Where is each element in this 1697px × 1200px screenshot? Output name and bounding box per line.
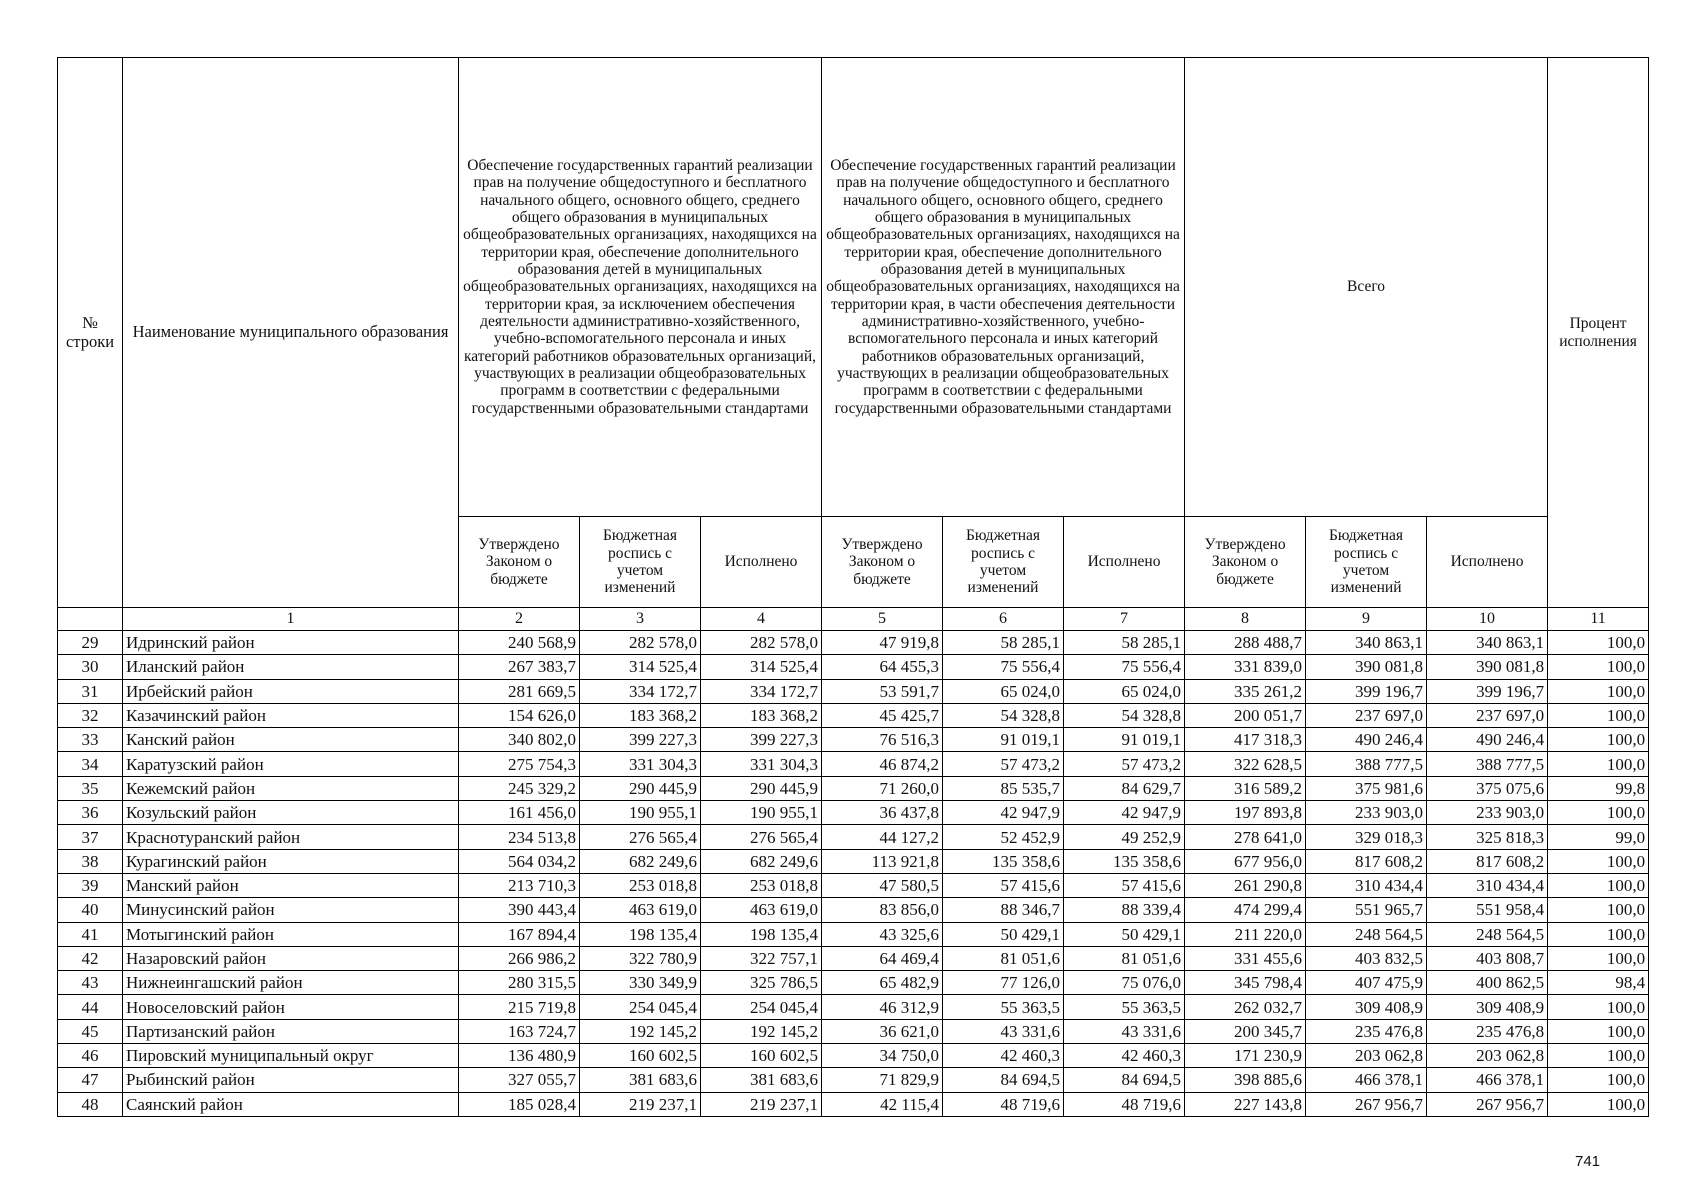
- value-cell: 42 460,3: [1064, 1044, 1185, 1068]
- value-cell: 316 589,2: [1185, 776, 1306, 800]
- value-cell: 197 893,8: [1185, 801, 1306, 825]
- value-cell: 50 429,1: [943, 922, 1064, 946]
- table-row: [58, 1068, 1649, 1092]
- value-cell: 171 230,9: [1185, 1044, 1306, 1068]
- value-cell: 677 956,0: [1185, 849, 1306, 873]
- value-cell: 198 135,4: [701, 922, 822, 946]
- value-cell: 44 127,2: [822, 825, 943, 849]
- value-cell: 36 437,8: [822, 801, 943, 825]
- percent-cell: 100,0: [1548, 922, 1649, 946]
- value-cell: 42 115,4: [822, 1092, 943, 1116]
- value-cell: 399 227,3: [580, 728, 701, 752]
- value-cell: 267 956,7: [1306, 1092, 1427, 1116]
- value-cell: 192 145,2: [580, 1019, 701, 1043]
- value-cell: 136 480,9: [459, 1044, 580, 1068]
- row-number-cell: 39: [58, 873, 123, 897]
- value-cell: 54 328,8: [1064, 703, 1185, 727]
- header-group-1: Обеспечение государственных гарантий реализации прав на получение общедоступного и бесплатного начального общего, основного общего, среднего общего образования в муниципальных общеобразовательных организациях, находящихся на территории края, обеспечение дополнительного образования детей в муниципальных общеобразовательных организациях, находящихся на территории края, за исключением обеспечения деятельности административно-хозяйственного, учебно-вспомогательного персонала и иных категорий работников образовательных организаций, участвующих в реализации общеобразовательных программ в соответствии с федеральными государственными образовательными стандартами: [459, 58, 822, 517]
- table-row: [58, 898, 1649, 922]
- header-executed: Исполнено: [1064, 517, 1185, 608]
- value-cell: 253 018,8: [701, 873, 822, 897]
- value-cell: 48 719,6: [1064, 1092, 1185, 1116]
- municipality-name-cell: Ирбейский район: [123, 679, 459, 703]
- value-cell: 46 312,9: [822, 995, 943, 1019]
- column-number: 2: [459, 608, 580, 631]
- value-cell: 390 443,4: [459, 898, 580, 922]
- value-cell: 403 808,7: [1427, 946, 1548, 970]
- value-cell: 52 452,9: [943, 825, 1064, 849]
- table-body: [58, 608, 1649, 1117]
- percent-cell: 99,0: [1548, 825, 1649, 849]
- value-cell: 57 473,2: [1064, 752, 1185, 776]
- column-number: 6: [943, 608, 1064, 631]
- value-cell: 57 473,2: [943, 752, 1064, 776]
- value-cell: 190 955,1: [701, 801, 822, 825]
- percent-cell: 100,0: [1548, 679, 1649, 703]
- row-number-cell: 44: [58, 995, 123, 1019]
- value-cell: 75 556,4: [1064, 655, 1185, 679]
- value-cell: 375 981,6: [1306, 776, 1427, 800]
- value-cell: 235 476,8: [1306, 1019, 1427, 1043]
- value-cell: 466 378,1: [1427, 1068, 1548, 1092]
- header-budget: Бюджетная роспись с учетом изменений: [943, 517, 1064, 608]
- table-row: [58, 922, 1649, 946]
- value-cell: 388 777,5: [1306, 752, 1427, 776]
- value-cell: 282 578,0: [701, 631, 822, 655]
- value-cell: 233 903,0: [1427, 801, 1548, 825]
- value-cell: 254 045,4: [701, 995, 822, 1019]
- column-number: 4: [701, 608, 822, 631]
- row-number-cell: 32: [58, 703, 123, 727]
- table-row: [58, 946, 1649, 970]
- value-cell: 400 862,5: [1427, 971, 1548, 995]
- header-row-no: № строки: [58, 58, 123, 608]
- value-cell: 50 429,1: [1064, 922, 1185, 946]
- municipality-name-cell: Козульский район: [123, 801, 459, 825]
- table-row: [58, 801, 1649, 825]
- value-cell: 322 757,1: [701, 946, 822, 970]
- value-cell: 327 055,7: [459, 1068, 580, 1092]
- value-cell: 275 754,3: [459, 752, 580, 776]
- value-cell: 43 331,6: [943, 1019, 1064, 1043]
- value-cell: 248 564,5: [1306, 922, 1427, 946]
- value-cell: 310 434,4: [1306, 873, 1427, 897]
- value-cell: 58 285,1: [943, 631, 1064, 655]
- value-cell: 71 260,0: [822, 776, 943, 800]
- municipality-name-cell: Краснотуранский район: [123, 825, 459, 849]
- value-cell: 399 196,7: [1427, 679, 1548, 703]
- value-cell: 281 669,5: [459, 679, 580, 703]
- percent-cell: 100,0: [1548, 631, 1649, 655]
- value-cell: 463 619,0: [580, 898, 701, 922]
- column-number: [58, 608, 123, 631]
- row-number-cell: 30: [58, 655, 123, 679]
- value-cell: 43 325,6: [822, 922, 943, 946]
- value-cell: 290 445,9: [580, 776, 701, 800]
- value-cell: 248 564,5: [1427, 922, 1548, 946]
- value-cell: 192 145,2: [701, 1019, 822, 1043]
- value-cell: 47 580,5: [822, 873, 943, 897]
- column-number: 10: [1427, 608, 1548, 631]
- percent-cell: 100,0: [1548, 995, 1649, 1019]
- value-cell: 85 535,7: [943, 776, 1064, 800]
- header-row-groups: [58, 58, 1649, 517]
- value-cell: 160 602,5: [701, 1044, 822, 1068]
- value-cell: 340 863,1: [1427, 631, 1548, 655]
- value-cell: 203 062,8: [1427, 1044, 1548, 1068]
- municipality-name-cell: Нижнеингашский район: [123, 971, 459, 995]
- value-cell: 77 126,0: [943, 971, 1064, 995]
- column-number: 3: [580, 608, 701, 631]
- header-executed: Исполнено: [701, 517, 822, 608]
- header-group-total: Всего: [1185, 58, 1548, 517]
- value-cell: 314 525,4: [580, 655, 701, 679]
- row-number-cell: 33: [58, 728, 123, 752]
- value-cell: 34 750,0: [822, 1044, 943, 1068]
- row-number-cell: 43: [58, 971, 123, 995]
- table-row: [58, 728, 1649, 752]
- value-cell: 88 346,7: [943, 898, 1064, 922]
- header-percent: Процент исполнения: [1548, 58, 1649, 608]
- value-cell: 167 894,4: [459, 922, 580, 946]
- municipality-name-cell: Каратузский район: [123, 752, 459, 776]
- table-row: [58, 1019, 1649, 1043]
- percent-cell: 100,0: [1548, 1019, 1649, 1043]
- value-cell: 237 697,0: [1427, 703, 1548, 727]
- table-row: [58, 679, 1649, 703]
- table-row: [58, 631, 1649, 655]
- value-cell: 309 408,9: [1306, 995, 1427, 1019]
- value-cell: 682 249,6: [580, 849, 701, 873]
- value-cell: 183 368,2: [701, 703, 822, 727]
- table-row: [58, 995, 1649, 1019]
- value-cell: 42 460,3: [943, 1044, 1064, 1068]
- table-row: [58, 752, 1649, 776]
- row-number-cell: 36: [58, 801, 123, 825]
- percent-cell: 100,0: [1548, 1044, 1649, 1068]
- value-cell: 91 019,1: [943, 728, 1064, 752]
- value-cell: 817 608,2: [1427, 849, 1548, 873]
- value-cell: 42 947,9: [943, 801, 1064, 825]
- table-row: [58, 1044, 1649, 1068]
- value-cell: 234 513,8: [459, 825, 580, 849]
- header-approved: Утверждено Законом о бюджете: [1185, 517, 1306, 608]
- value-cell: 81 051,6: [1064, 946, 1185, 970]
- value-cell: 55 363,5: [1064, 995, 1185, 1019]
- row-number-cell: 31: [58, 679, 123, 703]
- value-cell: 84 694,5: [1064, 1068, 1185, 1092]
- value-cell: 253 018,8: [580, 873, 701, 897]
- value-cell: 84 694,5: [943, 1068, 1064, 1092]
- value-cell: 233 903,0: [1306, 801, 1427, 825]
- table-row: [58, 849, 1649, 873]
- value-cell: 266 986,2: [459, 946, 580, 970]
- municipality-name-cell: Кежемский район: [123, 776, 459, 800]
- value-cell: 83 856,0: [822, 898, 943, 922]
- row-number-cell: 41: [58, 922, 123, 946]
- value-cell: 282 578,0: [580, 631, 701, 655]
- value-cell: 334 172,7: [580, 679, 701, 703]
- table-row: [58, 971, 1649, 995]
- municipality-name-cell: Назаровский район: [123, 946, 459, 970]
- percent-cell: 100,0: [1548, 1068, 1649, 1092]
- municipality-name-cell: Идринский район: [123, 631, 459, 655]
- value-cell: 84 629,7: [1064, 776, 1185, 800]
- value-cell: 211 220,0: [1185, 922, 1306, 946]
- value-cell: 390 081,8: [1306, 655, 1427, 679]
- value-cell: 49 252,9: [1064, 825, 1185, 849]
- value-cell: 331 304,3: [701, 752, 822, 776]
- value-cell: 215 719,8: [459, 995, 580, 1019]
- value-cell: 280 315,5: [459, 971, 580, 995]
- percent-cell: 100,0: [1548, 655, 1649, 679]
- value-cell: 135 358,6: [1064, 849, 1185, 873]
- value-cell: 45 425,7: [822, 703, 943, 727]
- value-cell: 340 802,0: [459, 728, 580, 752]
- header-budget: Бюджетная роспись с учетом изменений: [580, 517, 701, 608]
- value-cell: 278 641,0: [1185, 825, 1306, 849]
- municipality-name-cell: Казачинский район: [123, 703, 459, 727]
- table-row: [58, 1092, 1649, 1116]
- value-cell: 55 363,5: [943, 995, 1064, 1019]
- row-number-cell: 46: [58, 1044, 123, 1068]
- value-cell: 54 328,8: [943, 703, 1064, 727]
- table-row: [58, 655, 1649, 679]
- value-cell: 399 196,7: [1306, 679, 1427, 703]
- value-cell: 76 516,3: [822, 728, 943, 752]
- percent-cell: 100,0: [1548, 898, 1649, 922]
- value-cell: 474 299,4: [1185, 898, 1306, 922]
- value-cell: 135 358,6: [943, 849, 1064, 873]
- value-cell: 310 434,4: [1427, 873, 1548, 897]
- value-cell: 817 608,2: [1306, 849, 1427, 873]
- municipality-name-cell: Партизанский район: [123, 1019, 459, 1043]
- value-cell: 276 565,4: [580, 825, 701, 849]
- header-approved: Утверждено Законом о бюджете: [822, 517, 943, 608]
- value-cell: 53 591,7: [822, 679, 943, 703]
- municipality-name-cell: Канский район: [123, 728, 459, 752]
- value-cell: 200 051,7: [1185, 703, 1306, 727]
- value-cell: 200 345,7: [1185, 1019, 1306, 1043]
- value-cell: 154 626,0: [459, 703, 580, 727]
- value-cell: 57 415,6: [943, 873, 1064, 897]
- value-cell: 399 227,3: [701, 728, 822, 752]
- value-cell: 57 415,6: [1064, 873, 1185, 897]
- value-cell: 81 051,6: [943, 946, 1064, 970]
- value-cell: 335 261,2: [1185, 679, 1306, 703]
- value-cell: 64 469,4: [822, 946, 943, 970]
- value-cell: 48 719,6: [943, 1092, 1064, 1116]
- value-cell: 227 143,8: [1185, 1092, 1306, 1116]
- row-number-cell: 45: [58, 1019, 123, 1043]
- value-cell: 190 955,1: [580, 801, 701, 825]
- municipality-name-cell: Саянский район: [123, 1092, 459, 1116]
- value-cell: 161 456,0: [459, 801, 580, 825]
- value-cell: 331 304,3: [580, 752, 701, 776]
- row-number-cell: 40: [58, 898, 123, 922]
- value-cell: 682 249,6: [701, 849, 822, 873]
- value-cell: 237 697,0: [1306, 703, 1427, 727]
- value-cell: 235 476,8: [1427, 1019, 1548, 1043]
- column-number: 11: [1548, 608, 1649, 631]
- percent-cell: 100,0: [1548, 801, 1649, 825]
- column-number: 7: [1064, 608, 1185, 631]
- value-cell: 314 525,4: [701, 655, 822, 679]
- value-cell: 334 172,7: [701, 679, 822, 703]
- value-cell: 407 475,9: [1306, 971, 1427, 995]
- value-cell: 267 956,7: [1427, 1092, 1548, 1116]
- value-cell: 219 237,1: [701, 1092, 822, 1116]
- value-cell: 75 556,4: [943, 655, 1064, 679]
- value-cell: 160 602,5: [580, 1044, 701, 1068]
- row-number-cell: 42: [58, 946, 123, 970]
- percent-cell: 100,0: [1548, 849, 1649, 873]
- column-number: 5: [822, 608, 943, 631]
- row-number-cell: 38: [58, 849, 123, 873]
- value-cell: 219 237,1: [580, 1092, 701, 1116]
- municipality-name-cell: Пировский муниципальный округ: [123, 1044, 459, 1068]
- value-cell: 245 329,2: [459, 776, 580, 800]
- value-cell: 322 780,9: [580, 946, 701, 970]
- value-cell: 381 683,6: [580, 1068, 701, 1092]
- value-cell: 490 246,4: [1427, 728, 1548, 752]
- value-cell: 329 018,3: [1306, 825, 1427, 849]
- municipality-name-cell: Иланский район: [123, 655, 459, 679]
- value-cell: 375 075,6: [1427, 776, 1548, 800]
- column-number: 1: [123, 608, 459, 631]
- value-cell: 309 408,9: [1427, 995, 1548, 1019]
- value-cell: 388 777,5: [1427, 752, 1548, 776]
- value-cell: 65 024,0: [1064, 679, 1185, 703]
- table-row: [58, 703, 1649, 727]
- value-cell: 398 885,6: [1185, 1068, 1306, 1092]
- value-cell: 330 349,9: [580, 971, 701, 995]
- table-row: [58, 873, 1649, 897]
- value-cell: 43 331,6: [1064, 1019, 1185, 1043]
- row-number-cell: 35: [58, 776, 123, 800]
- value-cell: 113 921,8: [822, 849, 943, 873]
- value-cell: 262 032,7: [1185, 995, 1306, 1019]
- header-executed: Исполнено: [1427, 517, 1548, 608]
- value-cell: 42 947,9: [1064, 801, 1185, 825]
- value-cell: 564 034,2: [459, 849, 580, 873]
- value-cell: 75 076,0: [1064, 971, 1185, 995]
- value-cell: 463 619,0: [701, 898, 822, 922]
- value-cell: 46 874,2: [822, 752, 943, 776]
- table-row: [58, 776, 1649, 800]
- header-approved: Утверждено Законом о бюджете: [459, 517, 580, 608]
- value-cell: 325 786,5: [701, 971, 822, 995]
- percent-cell: 99,8: [1548, 776, 1649, 800]
- value-cell: 163 724,7: [459, 1019, 580, 1043]
- value-cell: 213 710,3: [459, 873, 580, 897]
- value-cell: 322 628,5: [1185, 752, 1306, 776]
- value-cell: 490 246,4: [1306, 728, 1427, 752]
- value-cell: 267 383,7: [459, 655, 580, 679]
- value-cell: 36 621,0: [822, 1019, 943, 1043]
- column-number: 8: [1185, 608, 1306, 631]
- table-row: [58, 825, 1649, 849]
- column-numbers-row: [58, 608, 1649, 631]
- percent-cell: 100,0: [1548, 873, 1649, 897]
- value-cell: 381 683,6: [701, 1068, 822, 1092]
- value-cell: 254 045,4: [580, 995, 701, 1019]
- row-number-cell: 29: [58, 631, 123, 655]
- value-cell: 47 919,8: [822, 631, 943, 655]
- municipality-name-cell: Новоселовский район: [123, 995, 459, 1019]
- municipality-name-cell: Манский район: [123, 873, 459, 897]
- value-cell: 288 488,7: [1185, 631, 1306, 655]
- value-cell: 198 135,4: [580, 922, 701, 946]
- value-cell: 290 445,9: [701, 776, 822, 800]
- header-budget: Бюджетная роспись с учетом изменений: [1306, 517, 1427, 608]
- municipality-name-cell: Рыбинский район: [123, 1068, 459, 1092]
- value-cell: 390 081,8: [1427, 655, 1548, 679]
- value-cell: 183 368,2: [580, 703, 701, 727]
- value-cell: 331 455,6: [1185, 946, 1306, 970]
- municipality-name-cell: Минусинский район: [123, 898, 459, 922]
- value-cell: 551 965,7: [1306, 898, 1427, 922]
- value-cell: 417 318,3: [1185, 728, 1306, 752]
- row-number-cell: 37: [58, 825, 123, 849]
- row-number-cell: 48: [58, 1092, 123, 1116]
- value-cell: 65 482,9: [822, 971, 943, 995]
- value-cell: 203 062,8: [1306, 1044, 1427, 1068]
- header-group-2: Обеспечение государственных гарантий реализации прав на получение общедоступного и бесплатного начального общего, основного общего, среднего общего образования в муниципальных общеобразовательных организациях, находящихся на территории края, обеспечение дополнительного образования детей в муниципальных общеобразовательных организациях, находящихся на территории края, в части обеспечения деятельности административно-хозяйственного, учебно-вспомогательного персонала и иных категорий работников образовательных организаций, участвующих в реализации общеобразовательных программ в соответствии с федеральными государственными образовательными стандартами: [822, 58, 1185, 517]
- column-number: 9: [1306, 608, 1427, 631]
- value-cell: 71 829,9: [822, 1068, 943, 1092]
- value-cell: 345 798,4: [1185, 971, 1306, 995]
- page-number: 741: [1575, 1153, 1601, 1170]
- value-cell: 91 019,1: [1064, 728, 1185, 752]
- value-cell: 340 863,1: [1306, 631, 1427, 655]
- percent-cell: 98,4: [1548, 971, 1649, 995]
- percent-cell: 100,0: [1548, 1092, 1649, 1116]
- value-cell: 240 568,9: [459, 631, 580, 655]
- header-name: Наименование муниципального образования: [123, 58, 459, 608]
- percent-cell: 100,0: [1548, 752, 1649, 776]
- value-cell: 551 958,4: [1427, 898, 1548, 922]
- value-cell: 325 818,3: [1427, 825, 1548, 849]
- value-cell: 65 024,0: [943, 679, 1064, 703]
- percent-cell: 100,0: [1548, 728, 1649, 752]
- percent-cell: 100,0: [1548, 946, 1649, 970]
- budget-execution-table: [57, 57, 1649, 1117]
- value-cell: 276 565,4: [701, 825, 822, 849]
- percent-cell: 100,0: [1548, 703, 1649, 727]
- value-cell: 261 290,8: [1185, 873, 1306, 897]
- value-cell: 58 285,1: [1064, 631, 1185, 655]
- value-cell: 403 832,5: [1306, 946, 1427, 970]
- value-cell: 466 378,1: [1306, 1068, 1427, 1092]
- value-cell: 64 455,3: [822, 655, 943, 679]
- municipality-name-cell: Курагинский район: [123, 849, 459, 873]
- value-cell: 88 339,4: [1064, 898, 1185, 922]
- value-cell: 331 839,0: [1185, 655, 1306, 679]
- row-number-cell: 47: [58, 1068, 123, 1092]
- municipality-name-cell: Мотыгинский район: [123, 922, 459, 946]
- row-number-cell: 34: [58, 752, 123, 776]
- value-cell: 185 028,4: [459, 1092, 580, 1116]
